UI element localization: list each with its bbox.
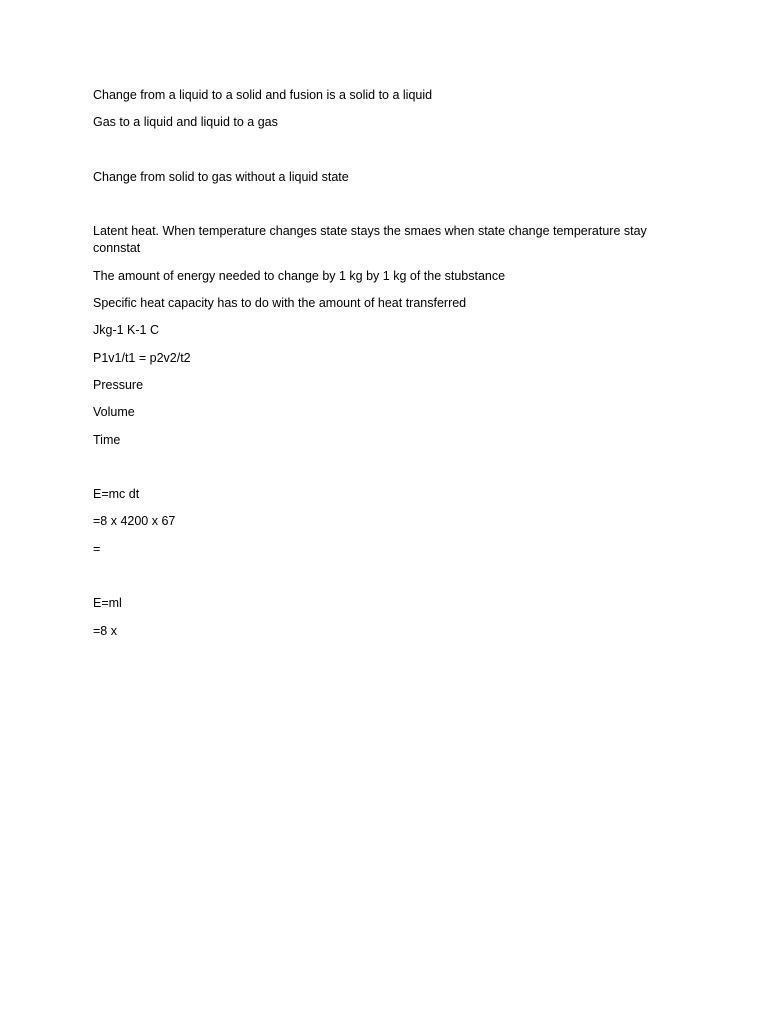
- text-line: =8 x 4200 x 67: [93, 514, 176, 529]
- text-line: E=mc dt: [93, 487, 140, 502]
- text-line: The amount of energy needed to change by 1 kg by 1 kg of the stubstance: [93, 268, 506, 283]
- text-line: Volume: [93, 405, 135, 420]
- blank-line: [93, 196, 683, 213]
- document-body: [93, 87, 683, 650]
- text-line: Latent heat. When temperature changes state stays the smaes when state change temperature stay connstat: [93, 224, 647, 256]
- text-line: P1v1/t1 = p2v2/t2: [93, 350, 191, 365]
- blank-line: [93, 459, 683, 476]
- text-line: Jkg-1 K-1 C: [93, 323, 159, 338]
- text-line: =8 x: [93, 623, 117, 638]
- text-line: Change from a liquid to a solid and fusion is a solid to a liquid: [93, 88, 433, 102]
- text-line: Pressure: [93, 377, 144, 392]
- text-line: =: [93, 541, 101, 556]
- text-line: Gas to a liquid and liquid to a gas: [93, 115, 278, 130]
- text-line: Change from solid to gas without a liquid state: [93, 169, 349, 184]
- blank-line: [93, 142, 683, 159]
- text-line: E=ml: [93, 596, 122, 611]
- blank-line: [93, 568, 683, 585]
- text-line: Specific heat capacity has to do with the amount of heat transferred: [93, 296, 467, 311]
- text-line: Time: [93, 432, 121, 447]
